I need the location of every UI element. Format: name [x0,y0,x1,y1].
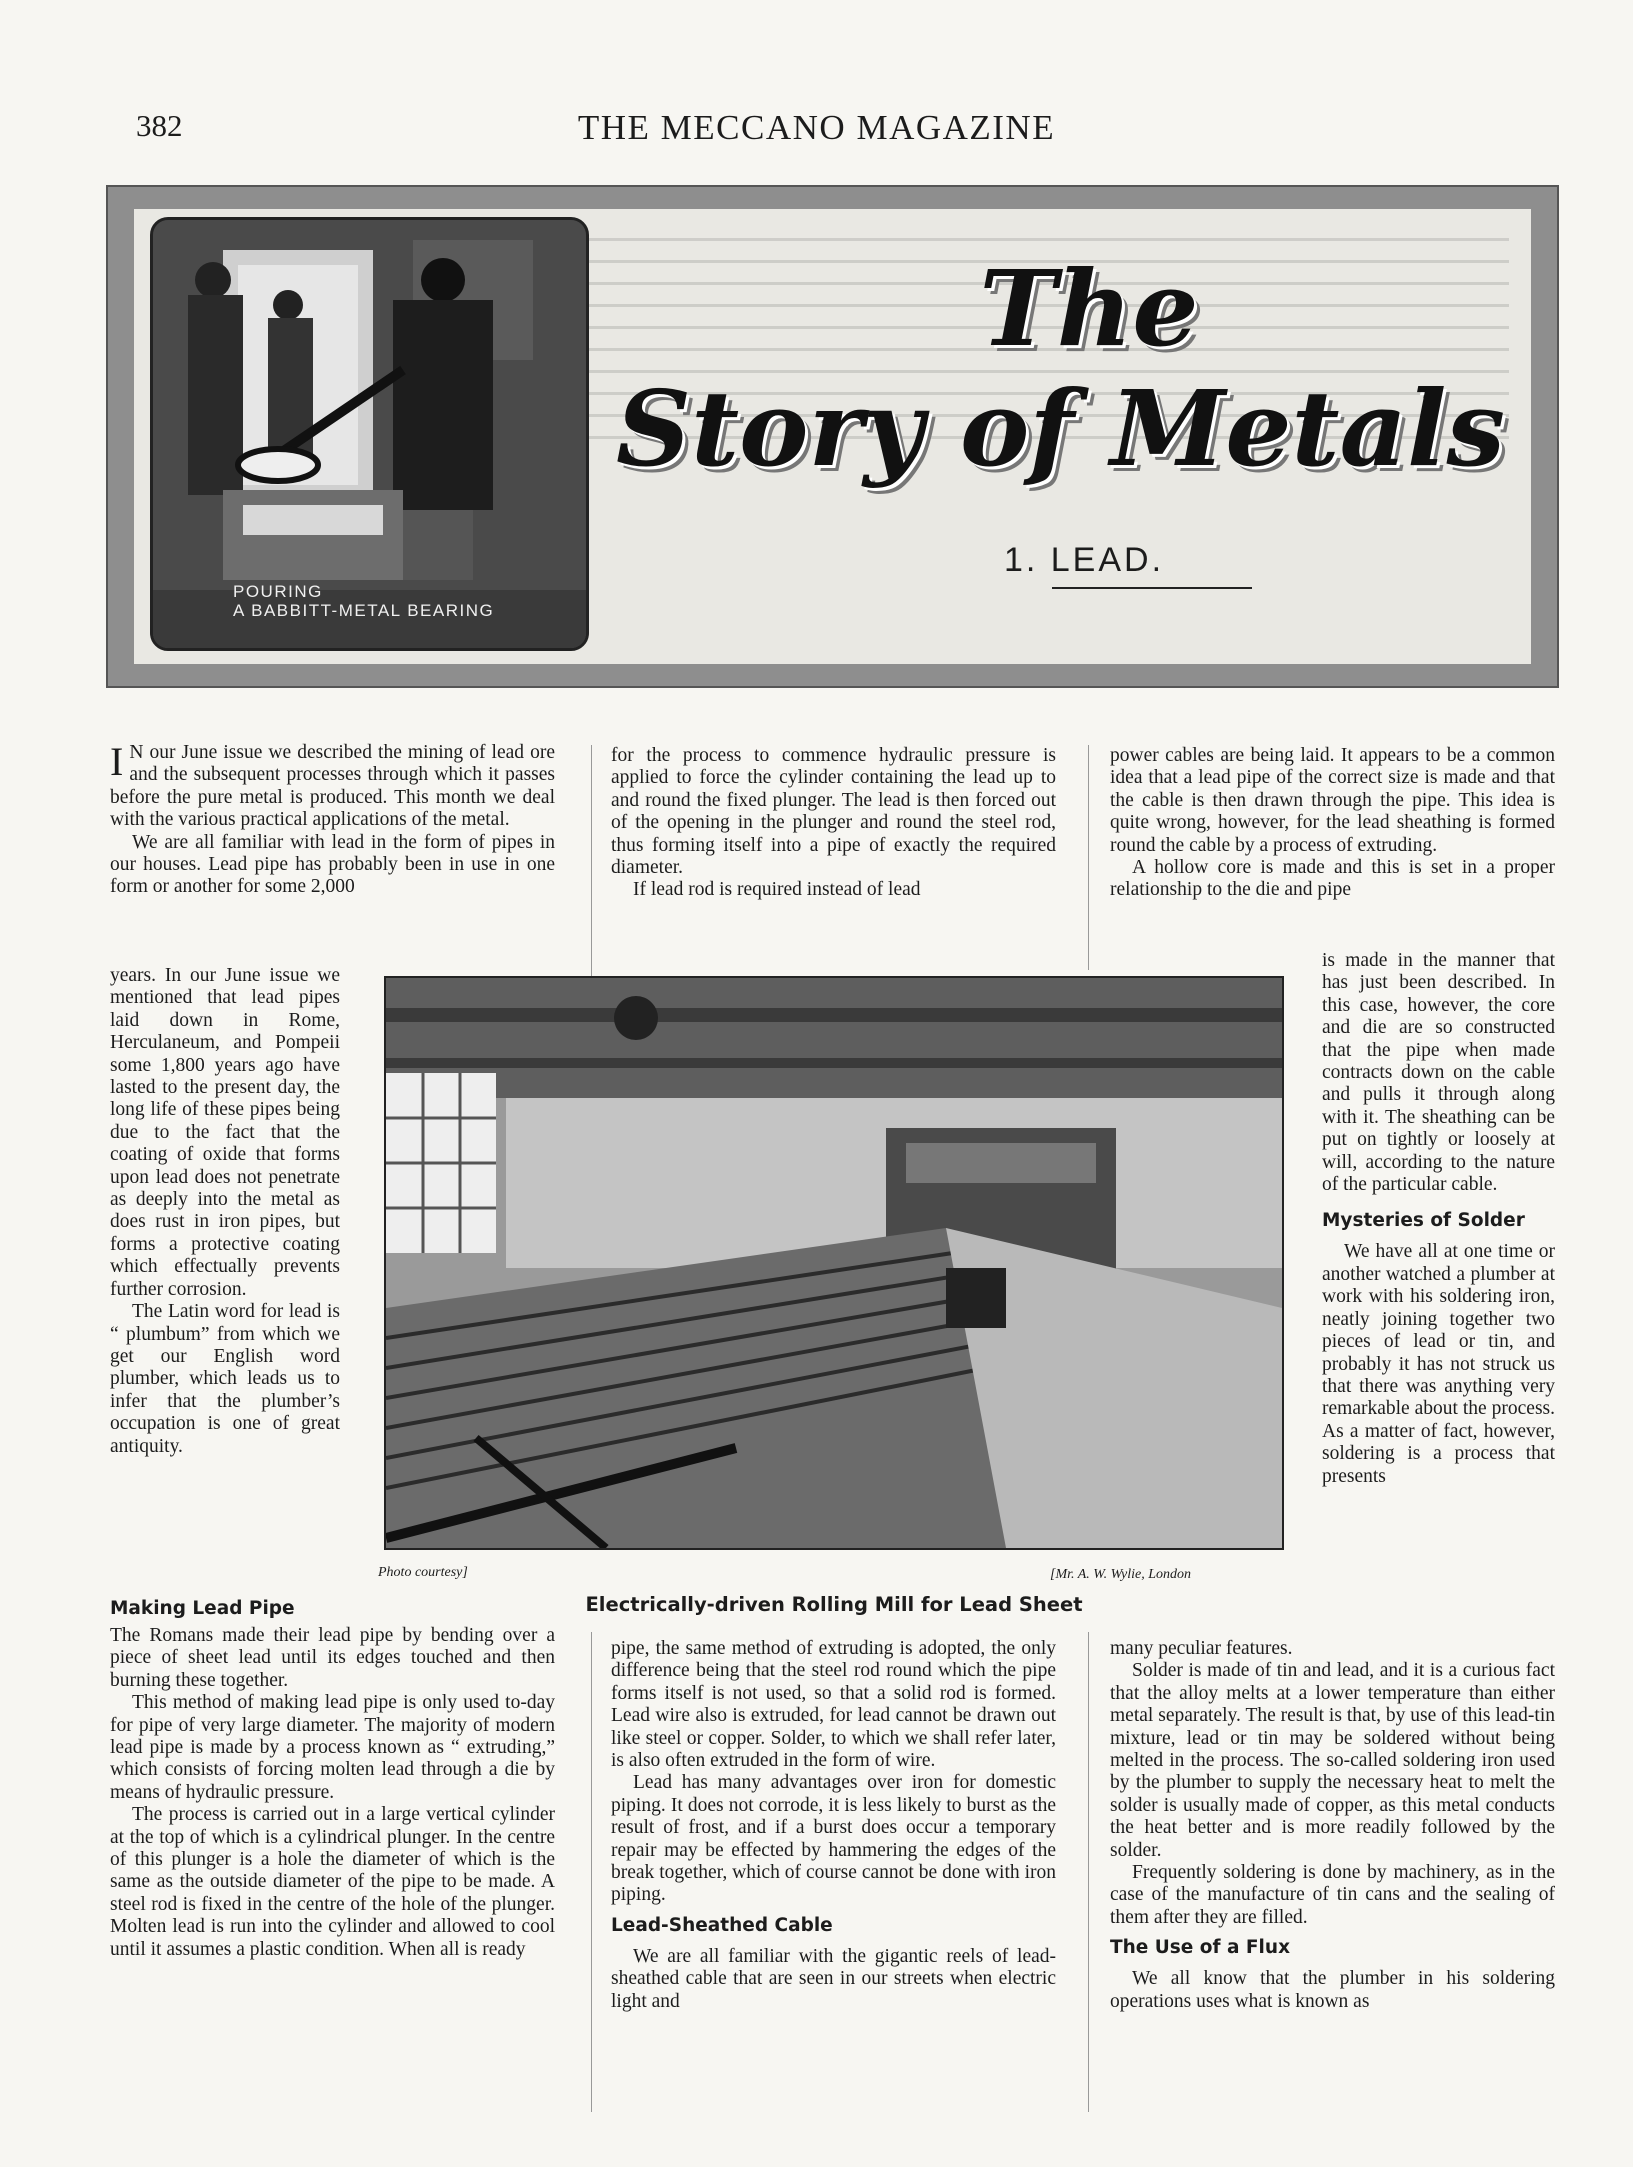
title-banner [106,185,1559,688]
magazine-title: THE MECCANO MAGAZINE [577,108,1056,147]
paragraph: The Latin word for lead is “ plumbum” from which we get our English word plumber, which leads us to infer that the plumber’s occupation is one of great antiquity. [110,1301,340,1457]
column-rule [591,1632,592,2112]
section-heading: The Use of a Flux [1110,1937,1291,1959]
column-2-top [611,745,1056,902]
paragraph: pipe, the same method of extruding is adopted, the only difference being that the steel rod round which the pipe forms itself is not used, so that a solid rod is formed. Lead wire also is extruded, for lead cannot be drawn out like steel or copper. Solder, to which we shall refer later, is also often extruded in the form of wire. [611,1638,1056,1772]
illustration-caption: POURING A BABBITT-METAL BEARING [233,582,495,620]
paragraph: We all know that the plumber in his soldering operations uses what is known as [1110,1968,1555,2012]
section-heading: Mysteries of Solder [1322,1210,1525,1232]
paragraph: The Romans made their lead pipe by bending over a piece of sheet lead until its edges touched and then burning these together. [110,1625,555,1691]
paragraph: The process is carried out in a large vertical cylinder at the top of which is a cylindrical plunger. In the centre of this plunger is a hole the diameter of which is the same as the outside diameter of the pipe to be made. A steel rod is fixed in the centre of the hole of the plunger. Molten lead is run into the cylinder and allowed to cool until it assumes a plastic condition. When all is ready [110,1804,555,1960]
paragraph: Frequently soldering is done by machinery, as in the case of the manufacture of tin cans and the sealing of them after they are filled. [1110,1862,1555,1928]
section-heading: Lead-Sheathed Cable [611,1914,833,1936]
column-1-bottom [110,1598,555,1961]
drop-cap: I [110,739,124,784]
column-3-top [1110,745,1555,902]
paragraph: If lead rod is required instead of lead [633,879,921,901]
subtitle-underline [1052,587,1252,589]
paragraph: We are all familiar with the gigantic reels of lead-sheathed cable that are seen in our streets when electric light and [611,1945,1056,2012]
banner-panel [134,209,1531,664]
paragraph: for the process to commence hydraulic pressure is applied to force the cylinder containing the lead up to and round the fixed plunger. The lead is then forced out of the opening in the plunger and round the steel rod, thus forming itself into a pipe of exactly the required diameter. [611,745,1056,879]
article-title: Story of Metals [616,367,1506,490]
page-number: 382 [136,108,183,143]
article-subtitle: 1. LEAD. [1003,541,1165,579]
photo-caption: Electrically-driven Rolling Mill for Lead Sheet [585,1593,1083,1616]
title-the: The [979,247,1199,370]
column-rule [1088,745,1089,970]
rolling-mill-photo [384,976,1284,1550]
paragraph: A hollow core is made and this is set in a proper relationship to the die and pipe [1110,857,1555,901]
column-3-narrow [1322,950,1555,1488]
paragraph: We have all at one time or another watched a plumber at work with his soldering iron, neatly joining together two pieces of lead or tin, and probably it has not struck us that there was anything very remarkable about the process. As a matter of fact, however, soldering is a process that presents [1322,1241,1555,1487]
section-heading: Making Lead Pipe [110,1598,295,1619]
column-rule [1088,1632,1089,2112]
paragraph: years. In our June issue we mentioned that lead pipes laid down in Rome, Herculaneum, and Pompeii some 1,800 years ago have lasted to the present day, the long life of these pipes being due to the fact that the coating of oxide that forms upon lead does not penetrate as deeply into the metal as does rust in iron pipes, but forms a protective coating which effectually prevents further corrosion. [110,965,340,1300]
column-rule [591,745,592,990]
column-2-bottom [611,1638,1056,2013]
paragraph: Lead has many advantages over iron for domestic piping. It does not corrode, it is less likely to burst as the result of frost, and if a burst does occur a temporary repair may be effected by hammering the edges of the break together, which of course cannot be done with iron piping. [611,1772,1056,1906]
paragraph: many peculiar features. [1110,1638,1293,1659]
column-1-top [110,739,555,899]
photo-credit-left: Photo courtesy] [378,1565,468,1580]
paragraph: Solder is made of tin and lead, and it is a curious fact that the alloy melts at a lower temperature than either metal separately. The result is that, by use of this lead-tin mixture, lead or tin may be soldered without being melted in the process. The so-called soldering iron used by the plumber to supply the necessary heat to melt the solder is usually made of copper, as this metal conducts the heat better and is more readily followed by the solder. [1110,1660,1555,1861]
foundry-illustration [150,217,589,651]
photo-credit-right: [Mr. A. W. Wylie, London [1050,1567,1192,1582]
paragraph: is made in the manner that has just been described. In this case, however, the core and die are so constructed that the pipe when made contracts down on the cable and pulls it through along with it. The sheathing can be put on tightly or loosely at will, according to the nature of the particular cable. [1322,950,1555,1196]
column-1-narrow [110,965,340,1458]
paragraph: This method of making lead pipe is only used to-day for pipe of very large diameter. The majority of modern lead pipe is made by a process known as “ extruding,” which consists of forcing molten lead through a die by means of hydraulic pressure. [110,1692,555,1803]
intro-paragraph: I N our June issue we described the mining of lead ore and the subsequent processes through which it passes before the pure metal is produced. This month we deal with the various practical applications of the metal. [110,739,555,831]
paragraph: We are all familiar with lead in the form of pipes in our houses. Lead pipe has probably been in use in one form or another for some 2,000 [110,831,555,898]
column-3-bottom [1110,1638,1555,2013]
paragraph: power cables are being laid. It appears to be a common idea that a lead pipe of the correct size is made and that the cable is then drawn through the pipe. This idea is quite wrong, however, for the lead sheathing is formed round the cable by a process of extruding. [1110,745,1555,856]
